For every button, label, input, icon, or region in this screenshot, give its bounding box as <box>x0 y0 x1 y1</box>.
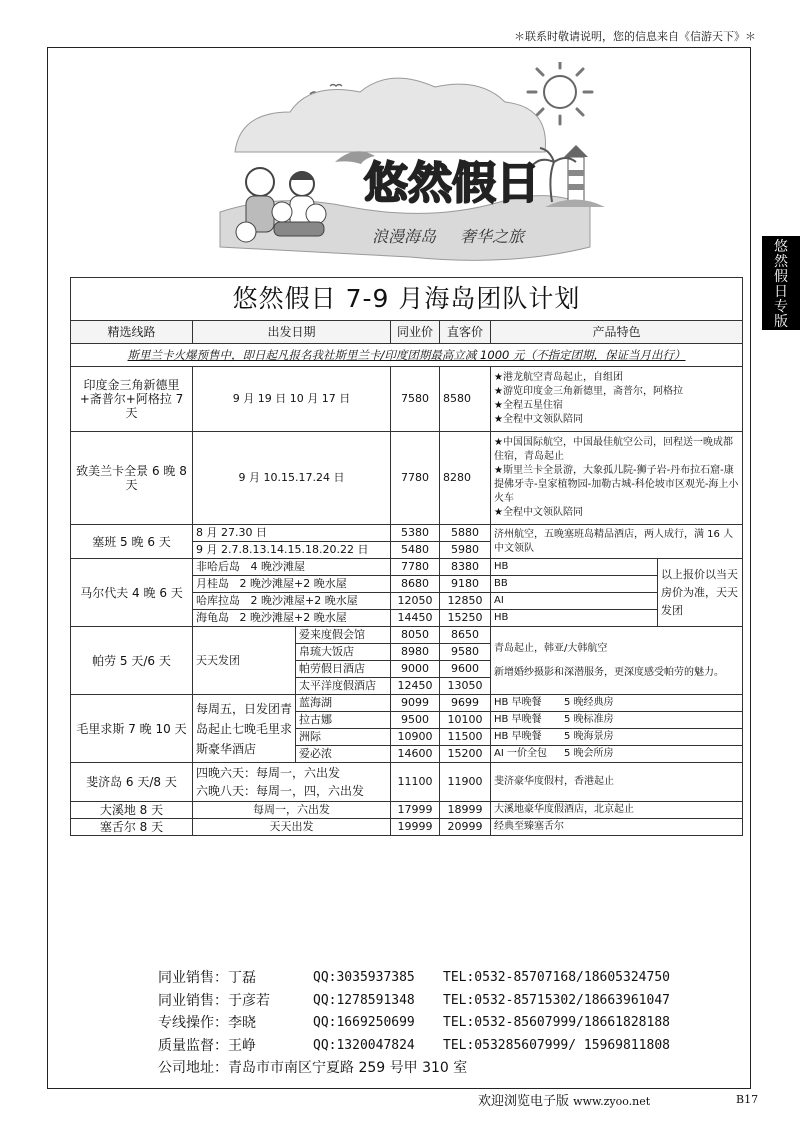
table-header-row <box>71 321 743 344</box>
peer-price-india: 7580 <box>391 367 440 432</box>
direct-price-saipan: 5980 <box>440 542 491 559</box>
direct-price-mauritius: 10100 <box>440 712 491 729</box>
header-peer-price: 同业价 <box>391 321 440 344</box>
contact-role: 专线操作：李晓 <box>158 1015 256 1031</box>
features-seychelles: 经典至臻塞舌尔 <box>491 819 743 836</box>
date-line: 六晚八天：每周一，四，六出发 <box>196 784 365 798</box>
room-type: 2 晚沙滩屋+2 晚水屋 <box>250 594 358 607</box>
footer-site-link[interactable]: www.zyoo.net <box>573 1095 651 1108</box>
hotel-name: 蓝海湖 <box>296 695 391 712</box>
features-palau <box>491 627 743 695</box>
contact-role: 同业销售：于彦若 <box>158 992 270 1009</box>
feature-line: ★中国国际航空，中国最佳航空公司，回程送一晚成都住宿，青岛起止 <box>494 437 733 462</box>
peer-price-maldives: 8680 <box>391 576 440 593</box>
direct-price-mauritius: 15200 <box>440 746 491 763</box>
side-tab <box>762 236 800 330</box>
peer-price-palau: 9000 <box>391 661 440 678</box>
peer-price-mauritius: 10900 <box>391 729 440 746</box>
mauritius-package <box>491 729 743 746</box>
side-tab-char: 版 <box>774 314 788 330</box>
direct-price-seychelles: 20999 <box>440 819 491 836</box>
direct-price-maldives: 12850 <box>440 593 491 610</box>
peer-price-palau: 12450 <box>391 678 440 695</box>
side-tab-char: 假 <box>774 269 788 285</box>
direct-price-palau: 13050 <box>440 678 491 695</box>
peer-price-tahiti: 17999 <box>391 802 440 819</box>
contact-tel: TEL:0532-85607999/18661828188 <box>443 1015 670 1030</box>
promo-banner: 斯里兰卡火爆预售中，即日起凡报名我社斯里兰卡/印度团期最高立减 1000 元（不指定团期，保证当月出行） <box>71 344 743 367</box>
table-row <box>71 432 743 525</box>
route-seychelles: 塞舌尔 8 天 <box>71 819 193 836</box>
features-srilanka <box>491 432 743 525</box>
direct-price-palau: 9580 <box>440 644 491 661</box>
mauritius-package <box>491 695 743 712</box>
room-type: 5 晚会所房 <box>564 748 614 759</box>
route-fiji: 斐济岛 6 天/8 天 <box>71 763 193 802</box>
peer-price-saipan: 5380 <box>391 525 440 542</box>
route-maldives: 马尔代夫 4 晚 6 天 <box>71 559 193 627</box>
route-srilanka: 致美兰卡全景 6 晚 8 天 <box>71 432 193 525</box>
feature-line: ★全程五星住宿 <box>494 400 563 411</box>
peer-price-mauritius: 14600 <box>391 746 440 763</box>
contact-tel: TEL:0532-85707168/18605324750 <box>443 970 670 985</box>
logo-slogan-right: 奢华之旅 <box>460 227 525 246</box>
meal-plan: AI <box>491 593 658 610</box>
hotel-name: 爱必浓 <box>296 746 391 763</box>
contact-qq: QQ:1278591348 <box>313 992 415 1008</box>
cloud-shape <box>235 78 546 152</box>
direct-price-india: 8580 <box>440 367 491 432</box>
table-row <box>71 802 743 819</box>
date-seychelles: 天天出发 <box>193 819 391 836</box>
contact-row <box>158 1012 670 1035</box>
family-illustration <box>236 168 326 242</box>
maldives-note: 以上报价以当天房价为准，天天发团 <box>658 559 743 627</box>
company-address: 公司地址：青岛市市南区宁夏路 259 号甲 310 室 <box>158 1060 468 1076</box>
logo-illustration <box>190 62 610 272</box>
feature-line: ★游览印度金三角新德里，斋普尔，阿格拉 <box>494 386 683 397</box>
contact-row <box>158 1035 670 1058</box>
header-date: 出发日期 <box>193 321 391 344</box>
route-india: 印度金三角新德里+斋普尔+阿格拉 7 天 <box>71 367 193 432</box>
direct-price-mauritius: 11500 <box>440 729 491 746</box>
contact-block <box>158 967 670 1080</box>
peer-price-palau: 8050 <box>391 627 440 644</box>
room-type: 5 晚标准房 <box>564 714 614 725</box>
peer-price-maldives: 12050 <box>391 593 440 610</box>
date-srilanka: 9 月 10.15.17.24 日 <box>193 432 391 525</box>
direct-price-maldives: 15250 <box>440 610 491 627</box>
maldives-option <box>193 559 391 576</box>
meal-plan: HB <box>491 610 658 627</box>
direct-price-palau: 9600 <box>440 661 491 678</box>
date-saipan: 9 月 2.7.8.13.14.15.18.20.22 日 <box>193 542 391 559</box>
hotel-name: 帛琉大饭店 <box>296 644 391 661</box>
room-type: 5 晚海景房 <box>564 731 614 742</box>
table-row <box>71 819 743 836</box>
hotel-name: 爱来度假会馆 <box>296 627 391 644</box>
contact-qq: QQ:1669250699 <box>313 1015 415 1030</box>
table-title: 悠然假日 7-9 月海岛团队计划 <box>71 278 743 321</box>
side-tab-char: 专 <box>774 299 788 315</box>
date-india: 9 月 19 日 10 月 17 日 <box>193 367 391 432</box>
features-saipan: 济州航空，五晚塞班岛精品酒店，两人成行，满 16 人中文领队 <box>491 525 743 559</box>
table-row <box>71 559 743 576</box>
hotel-name: 洲际 <box>296 729 391 746</box>
side-tab-char: 日 <box>774 284 788 300</box>
contact-row <box>158 967 670 990</box>
header-features: 产品特色 <box>491 321 743 344</box>
features-tahiti: 大溪地豪华度假酒店，北京起止 <box>491 802 743 819</box>
room-type: 2 晚沙滩屋+2 晚水屋 <box>239 611 347 624</box>
peer-price-mauritius: 9099 <box>391 695 440 712</box>
source-note: ＊联系时敬请说明，您的信息来自《信游天下》＊ <box>514 30 756 43</box>
peer-price-palau: 8980 <box>391 644 440 661</box>
feature-line: ★斯里兰卡全景游，大象孤儿院-狮子岩-丹布拉石窟-康提佛牙寺-皇家植物园-加勒古城-科伦坡市区观光-海上小火车 <box>494 465 739 504</box>
contact-role: 质量监督：王峥 <box>158 1037 256 1054</box>
table-row <box>71 367 743 432</box>
feature-line: ★港龙航空青岛起止，自组团 <box>494 372 623 383</box>
room-type: 2 晚沙滩屋+2 晚水屋 <box>239 577 347 590</box>
maldives-option <box>193 593 391 610</box>
maldives-option <box>193 576 391 593</box>
peer-price-fiji: 11100 <box>391 763 440 802</box>
date-line: 四晚六天：每周一，六出发 <box>196 766 341 780</box>
table-row <box>71 763 743 802</box>
island-name: 海龟岛 <box>196 611 229 624</box>
features-fiji: 斐济豪华度假村，香港起止 <box>491 763 743 802</box>
meal-plan: HB 早晚餐 <box>494 697 542 708</box>
table-row <box>71 695 743 712</box>
contact-tel: TEL:053285607999/ 15969811808 <box>443 1037 670 1053</box>
header-direct-price: 直客价 <box>440 321 491 344</box>
hotel-name: 帕劳假日酒店 <box>296 661 391 678</box>
room-type: 5 晚经典房 <box>564 697 614 708</box>
peer-price-mauritius: 9500 <box>391 712 440 729</box>
contact-row <box>158 990 670 1013</box>
mauritius-package <box>491 712 743 729</box>
contact-qq: QQ:3035937385 <box>313 970 415 985</box>
peer-price-maldives: 7780 <box>391 559 440 576</box>
meal-plan: HB 早晚餐 <box>494 714 542 725</box>
footer <box>478 1090 650 1109</box>
route-palau: 帕劳 5 天/6 天 <box>71 627 193 695</box>
footer-welcome: 欢迎浏览电子版 <box>478 1094 570 1109</box>
peer-price-maldives: 14450 <box>391 610 440 627</box>
contact-tel: TEL:0532-85715302/18663961047 <box>443 992 670 1008</box>
logo-slogan-left: 浪漫海岛 <box>372 227 437 246</box>
direct-price-palau: 8650 <box>440 627 491 644</box>
island-name: 非哈后岛 <box>196 560 240 573</box>
feature-line: ★全程中文领队陪同 <box>494 414 583 425</box>
direct-price-saipan: 5880 <box>440 525 491 542</box>
room-type: 4 晚沙滩屋 <box>250 560 305 573</box>
peer-price-srilanka: 7780 <box>391 432 440 525</box>
features-india <box>491 367 743 432</box>
peer-price-seychelles: 19999 <box>391 819 440 836</box>
route-tahiti: 大溪地 8 天 <box>71 802 193 819</box>
table-row <box>71 525 743 542</box>
feature-line: 新增婚纱摄影和深潜服务，更深度感受帕劳的魅力。 <box>494 666 724 678</box>
direct-price-maldives: 8380 <box>440 559 491 576</box>
schedule-table <box>70 277 743 836</box>
feature-line: 青岛起止，韩亚/大韩航空 <box>494 642 608 654</box>
sun-icon <box>528 62 592 124</box>
meal-plan: AI 一价全包 <box>494 748 547 759</box>
date-tahiti: 每周一，六出发 <box>193 802 391 819</box>
side-tab-char: 悠 <box>774 239 788 255</box>
direct-price-tahiti: 18999 <box>440 802 491 819</box>
meal-plan: BB <box>491 576 658 593</box>
hotel-name: 太平洋度假酒店 <box>296 678 391 695</box>
logo-brand: 悠然假日 <box>364 158 540 209</box>
date-fiji <box>193 763 391 802</box>
side-tab-char: 然 <box>774 254 788 270</box>
island-name: 哈库拉岛 <box>196 594 240 607</box>
mauritius-package <box>491 746 743 763</box>
direct-price-fiji: 11900 <box>440 763 491 802</box>
meal-plan: HB 早晚餐 <box>494 731 542 742</box>
route-mauritius: 毛里求斯 7 晚 10 天 <box>71 695 193 763</box>
date-mauritius: 每周五，日发团青岛起止七晚毛里求斯豪华酒店 <box>193 695 296 763</box>
date-saipan: 8 月 27.30 日 <box>193 525 391 542</box>
maldives-option <box>193 610 391 627</box>
contact-qq: QQ:1320047824 <box>313 1037 415 1053</box>
meal-plan: HB <box>491 559 658 576</box>
direct-price-maldives: 9180 <box>440 576 491 593</box>
header-route: 精选线路 <box>71 321 193 344</box>
date-palau: 天天发团 <box>193 627 296 695</box>
contact-role: 同业销售：丁磊 <box>158 970 256 986</box>
direct-price-mauritius: 9699 <box>440 695 491 712</box>
feature-line: ★全程中文领队陪同 <box>494 507 583 518</box>
page-number: B17 <box>736 1093 759 1106</box>
table-row <box>71 627 743 644</box>
peer-price-saipan: 5480 <box>391 542 440 559</box>
route-saipan: 塞班 5 晚 6 天 <box>71 525 193 559</box>
island-name: 月桂岛 <box>196 577 229 590</box>
hotel-name: 拉古娜 <box>296 712 391 729</box>
direct-price-srilanka: 8280 <box>440 432 491 525</box>
